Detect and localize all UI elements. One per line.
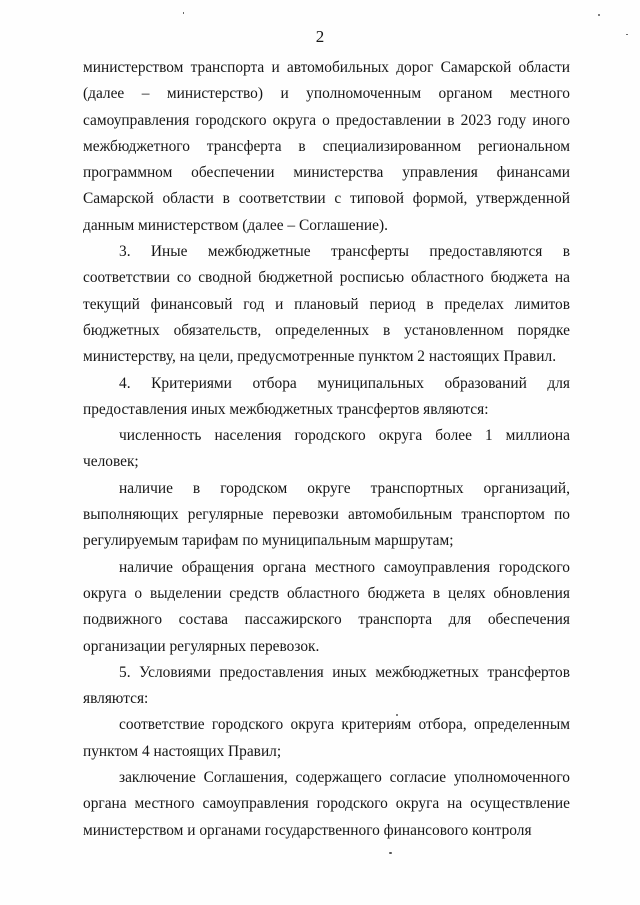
page-number: 2 [315, 27, 325, 46]
scan-speck [396, 714, 398, 716]
scan-speck [626, 34, 628, 35]
paragraph-item-4: 4. Критериями отбора муниципальных образований для предоставления иных межбюджетных трансфертов являются: [83, 374, 570, 418]
paragraph-item-3: 3. Иные межбюджетные трансферты предоставляются в соответствии со сводной бюджетной росписью областного бюджета на текущий финансовый год и плановый период в пределах лимитов бюджетных обязательств, определенных в установленном порядке министерству, на цели, предусмотренные пунктом 2 настоящих Правил. [83, 243, 570, 366]
condition-agreement: заключение Соглашения, содержащего согласие уполномоченного органа местного самоуправления городского округа на осуществление министерством и органами государственного финансового контроля [83, 769, 570, 839]
paragraph-agreement-continuation: министерством транспорта и автомобильных дорог Самарской области (далее – министерство) и уполномоченным органом местного самоуправления городского округа о предоставлении в 2023 году иного межбюджетного трансферта в специализированном региональном программном обеспечении министерства управления финансами Самарской области в соответствии с типовой формой, утвержденной данным министерством (далее – Соглашение). [83, 59, 570, 234]
document-body [83, 55, 570, 844]
criterion-appeal: наличие обращения органа местного самоуправления городского округа о выделении средств областного бюджета в целях обновления подвижного состава пассажирского транспорта для обеспечения организации регулярных перевозок. [83, 558, 570, 655]
criterion-transport-organizations: наличие в городском округе транспортных организаций, выполняющих регулярные перевозки автомобильным транспортом по регулируемым тарифам по муниципальным маршрутам; [83, 479, 570, 550]
paragraph-item-5: 5. Условиями предоставления иных межбюджетных трансфертов являются: [83, 663, 570, 708]
scan-speck [389, 852, 392, 854]
scan-speck [183, 12, 184, 14]
criterion-population: численность населения городского округа более 1 миллиона человек; [83, 427, 570, 471]
condition-criteria-compliance: соответствие городского округа критериям отбора, определенным пунктом 4 настоящих Правил; [83, 716, 570, 760]
scan-speck [598, 14, 600, 16]
